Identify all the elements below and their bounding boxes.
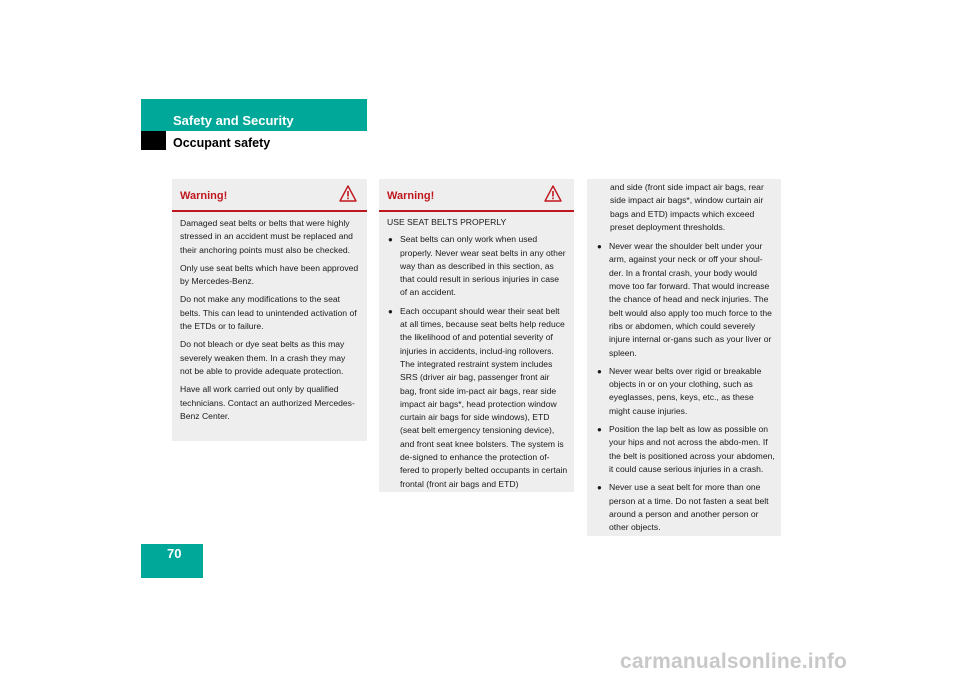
warning-triangle-icon: [339, 185, 357, 202]
page-number: 70: [167, 546, 182, 561]
bullet-icon: ●: [388, 306, 393, 316]
bullet-item: [596, 240, 775, 360]
warning-header: [172, 179, 367, 212]
warning-paragraph: Do not bleach or dye seat belts as this may severely weaken them. In a crash they may not be able to provide adequate protection.: [180, 339, 346, 376]
warning-header: [379, 179, 574, 212]
warning-label: Warning!: [180, 190, 228, 202]
warning-panel-right: [379, 179, 574, 492]
section-tab-marker: [141, 131, 166, 150]
warning-triangle-icon: [544, 185, 562, 202]
bullet-item: [596, 365, 775, 418]
warning-paragraph: Only use seat belts which have been approved by Mercedes-Benz.: [180, 262, 359, 287]
bullet-text: Never wear belts over rigid or breakable objects in or on your clothing, such as eyeglasses, pens, keys, etc., as these might cause injuries.: [609, 365, 762, 416]
bullet-item: [387, 233, 568, 299]
warning-paragraph: Damaged seat belts or belts that were highly stressed in an accident must be replaced and their anchoring points must also be checked.: [180, 218, 353, 255]
bullet-icon: ●: [597, 425, 602, 435]
bullet-item: [596, 423, 775, 476]
continuation-intro: and side (front side impact air bags, rear side impact air bags*, window curtain air bags and ETD) impacts which exceed preset deployment thresholds.: [610, 182, 764, 232]
bullet-text: Each occupant should wear their seat belt at all times, because seat belts help reduce the likelihood of and potential severity of injuries in accidents, includ-ing rollovers. The integrated restraint system includes SRS (driver air bag, passenger front air bag, front side im-pact air bags, rear side impact air bags*, head protection window curtain air bags for side windows), ETD (seat belt emergency tensioning device), and front seat knee bolsters. The system is de-signed to enhance the protection of-fered to properly belted occupants in certain frontal (front air bags and ETD): [400, 305, 568, 489]
bullet-item: [387, 305, 568, 491]
warning-label: Warning!: [387, 190, 435, 202]
bullet-item: [596, 481, 775, 534]
warning-paragraph: Do not make any modifications to the seat belts. This can lead to unintended activation of the ETDs or to failure.: [180, 294, 357, 332]
warning-body: [172, 212, 367, 423]
bullet-text: Never use a seat belt for more than one person at a time. Do not fasten a seat belt around a person and another person or other objects.: [609, 482, 769, 533]
bullet-text: Never wear the shoulder belt under your arm, against your neck or off your shoul-der. In a frontal crash, your body would move too far forward. That would increase the chance of head and neck injuries. The belt would also apply too much force to the ribs or abdomen, which could severely injure internal or-gans such as your liver or spleen.: [609, 241, 772, 358]
bullet-icon: ●: [597, 242, 602, 252]
bullet-text: Position the lap belt as low as possible on your hips and not across the abdo-men. If the belt is positioned across your abdomen, it could cause serious injuries in a crash.: [609, 424, 775, 474]
bullet-text: Seat belts can only work when used properly. Never wear seat belts in any other way than as described in this section, as that could result in serious injuries in case of an accident.: [400, 234, 566, 298]
bullet-icon: ●: [388, 235, 393, 245]
bullet-icon: ●: [597, 483, 602, 493]
watermark: carmanualsonline.info: [620, 650, 848, 673]
bullet-icon: ●: [597, 366, 602, 376]
warning-body: [379, 212, 574, 491]
section-title: Safety and Security: [173, 113, 294, 128]
warning-paragraph: Have all work carried out only by qualified technicians. Contact an authorized Mercedes-Benz Center.: [180, 384, 355, 421]
subsection-title: Occupant safety: [173, 136, 271, 150]
continuation-panel: [587, 179, 781, 536]
warning-panel-left: [172, 179, 367, 441]
warning-heading: USE SEAT BELTS PROPERLY: [387, 217, 507, 227]
